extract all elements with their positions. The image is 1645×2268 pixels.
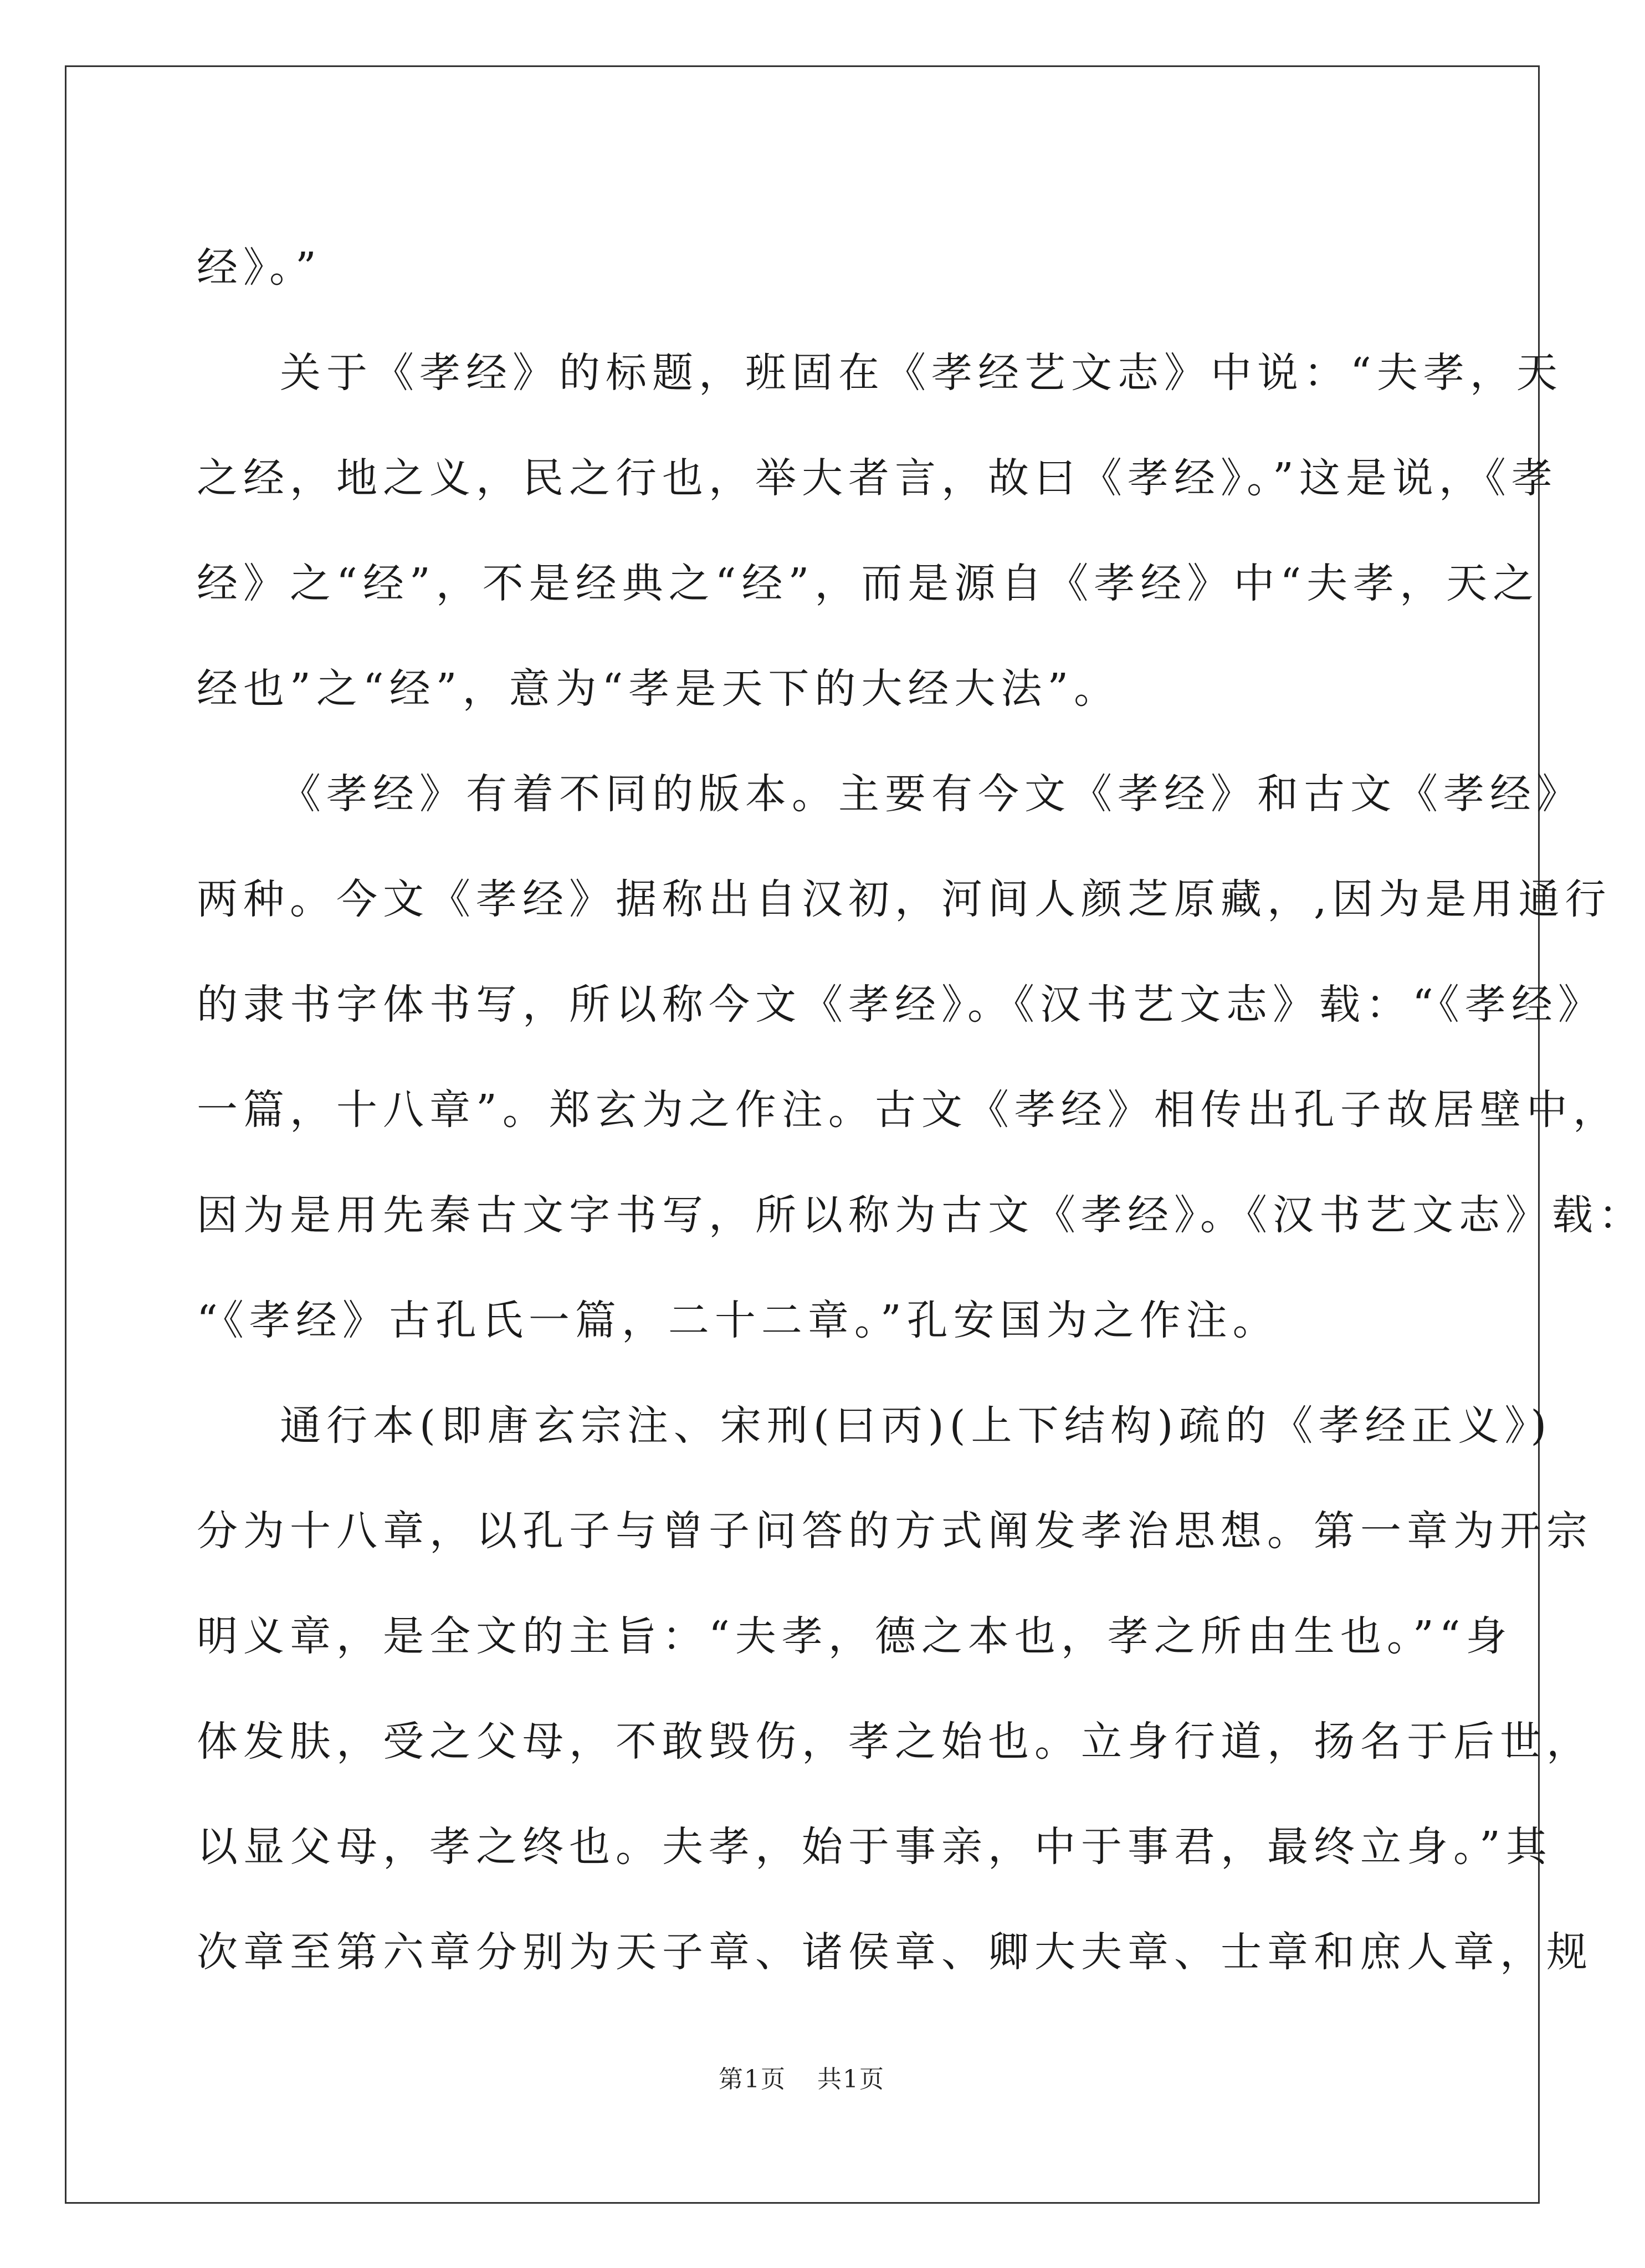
text-line: 分为十八章，以孔子与曾子问答的方式阐发孝治思想。第一章为开宗 [197,1507,1593,1555]
page-footer [0,2059,1603,2095]
text-line: 两种。今文《孝经》据称出自汉初，河间人颜芝原藏，,因为是用通行 [197,876,1612,923]
paragraph-first-line: 《孝经》有着不同的版本。主要有今文《孝经》和古文《孝经》 [280,770,1583,818]
text-line: 一篇，十八章”。郑玄为之作注。古文《孝经》相传出孔子故居壁中， [197,1086,1620,1134]
text-line: 明义章，是全文的主旨：“夫孝，德之本也，孝之所由生也。”“身 [197,1612,1513,1660]
text-line: 体发肤，受之父母，不敢毁伤，孝之始也。立身行道，扬名于后世， [197,1718,1593,1765]
text-line: 的隶书字体书写，所以称今文《孝经》。《汉书艺文志》载：“《孝经》 [197,981,1605,1028]
text-line: 经》之“经”，不是经典之“经”，而是源自《孝经》中“夫孝，天之 [197,560,1540,607]
page-count: 共1页 [817,2065,885,2093]
text-line: 经也”之“经”，意为“孝是天下的大经大法”。 [197,665,1121,713]
page-number: 第1页 [719,2065,786,2093]
document-body [197,215,1645,2005]
paragraph-first-line: 关于《孝经》的标题，班固在《孝经艺文志》中说：“夫孝，天 [280,349,1563,397]
text-line: 经》。” [197,244,322,291]
text-line: 以显父母，孝之终也。夫孝，始于事亲，中于事君，最终立身。”其 [197,1823,1552,1871]
text-line: 因为是用先秦古文字书写，所以称为古文《孝经》。《汉书艺文志》载： [197,1191,1645,1239]
text-line: 之经，地之义，民之行也，举大者言，故曰《孝经》。”这是说，《孝 [197,454,1558,502]
text-line: “《孝经》古孔氏一篇，二十二章。”孔安国为之作注。 [197,1297,1279,1344]
paragraph-first-line: 通行本(即唐玄宗注、宋刑(曰丙)(上下结构)疏的《孝经正义》) [280,1402,1552,1450]
text-line: 次章至第六章分别为天子章、诸侯章、卿大夫章、士章和庶人章，规 [197,1928,1593,1976]
